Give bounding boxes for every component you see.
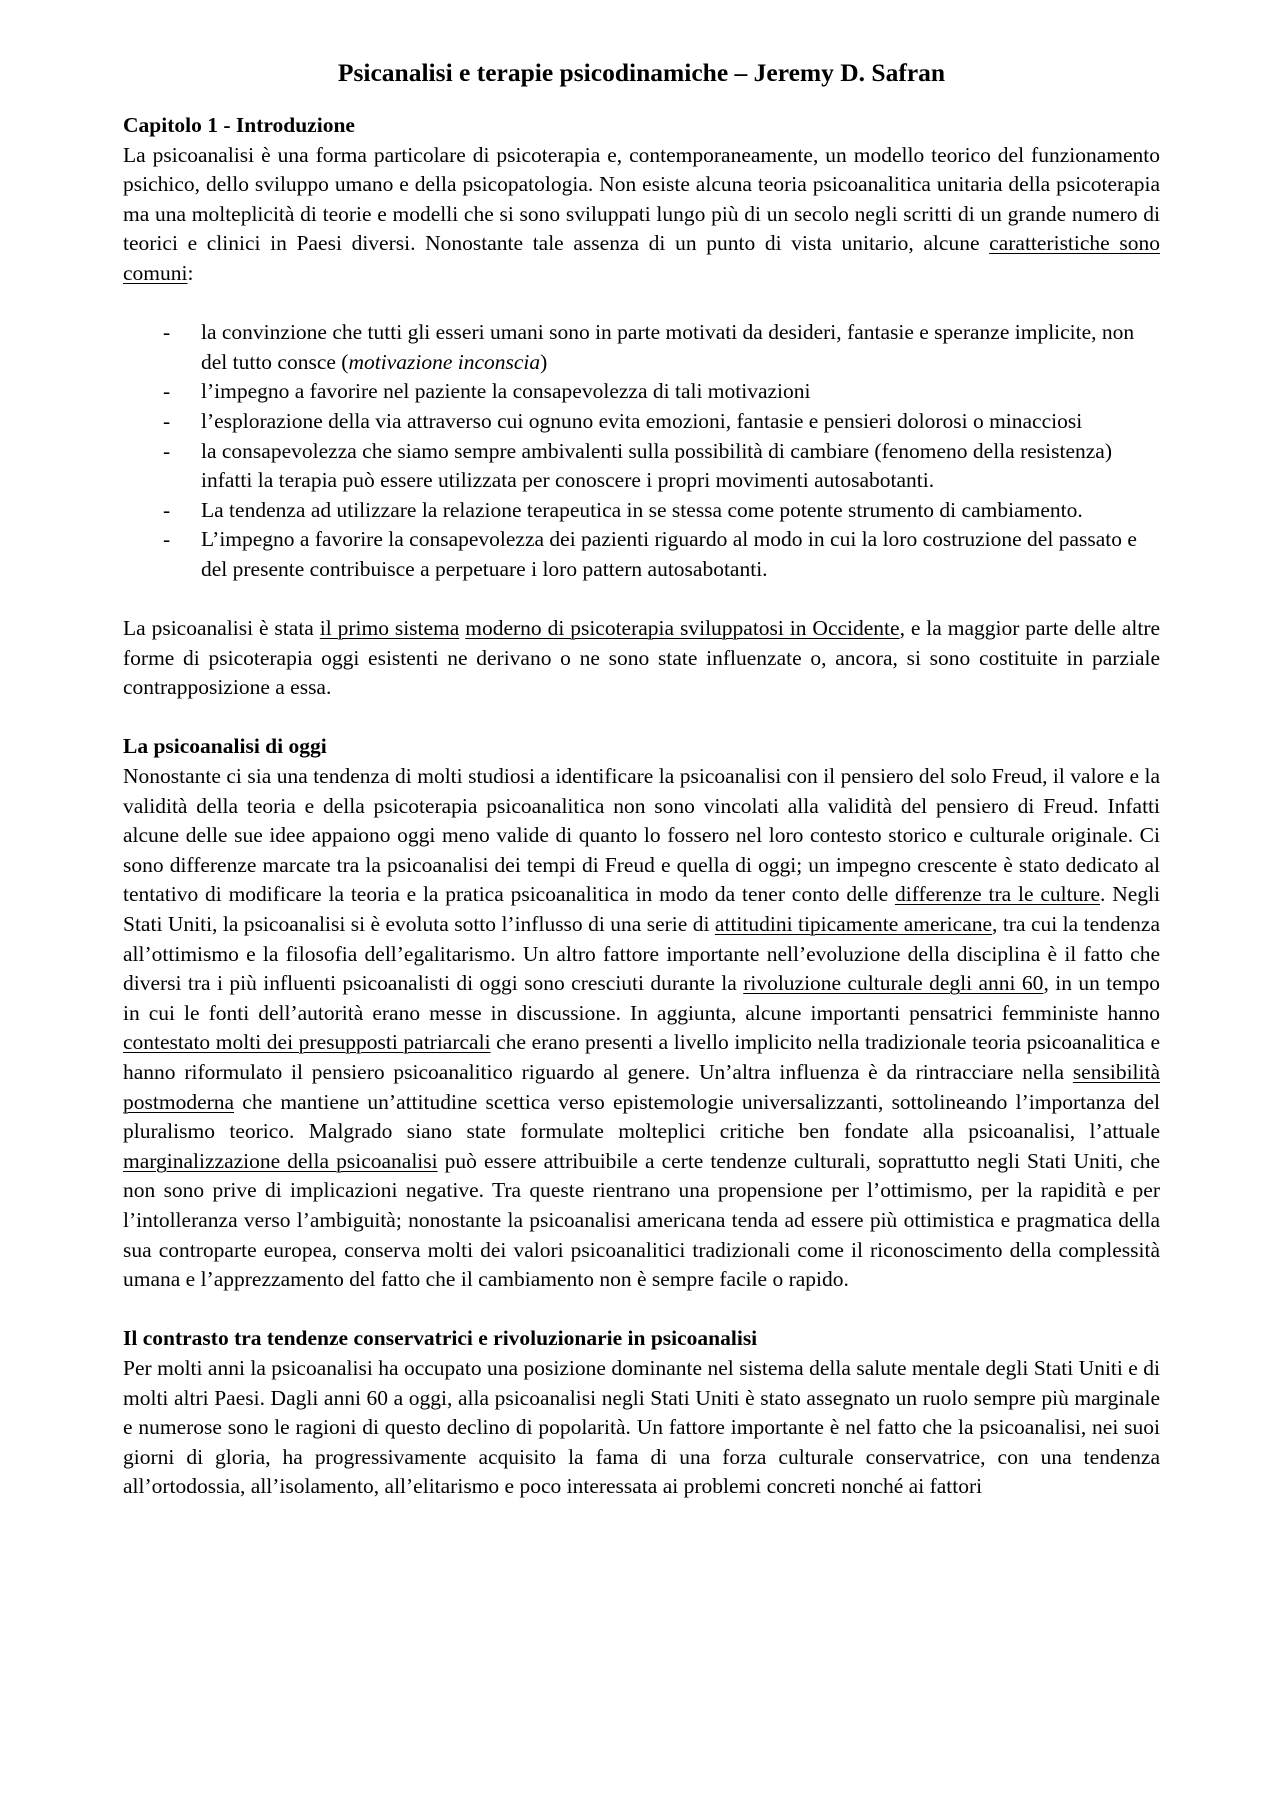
- underlined-phrase: sensibilità postmoderna: [123, 1060, 1160, 1114]
- bullet-dash: -: [163, 438, 171, 463]
- text-segment: L’impegno a favorire la consapevolezza dei pazienti riguardo al modo in cui la loro costruzione del passato e del presente contribuisce a perpetuare i loro pattern autosabotanti.: [201, 527, 1137, 581]
- text-segment: Nonostante ci sia una tendenza di molti studiosi a identificare la psicoanalisi con il pensiero del solo Freud, il valore e la validità della teoria e della psicoterapia psicoanalitica non sono vincolati alla validità del pensiero di Freud. Infatti alcune delle sue idee appaiono oggi meno valide di quanto lo fossero nel loro contesto storico e culturale originale. Ci sono differenze marcate tra la psicoanalisi dei tempi di Freud e quella di oggi; un impegno crescente è stato dedicato al tentativo di modificare la teoria e la pratica psicoanalitica in modo da tener conto delle: [123, 764, 1160, 907]
- text-segment: può essere attribuibile a certe tendenze culturali, soprattutto negli Stati Uniti, che non sono prive di implicazioni negative. Tra queste rientrano una propensione per l’ottimismo, per la rapidità e per l’intolleranza verso l’ambiguità; nonostante la psicoanalisi americana tenda ad essere più ottimistica e pragmatica della sua controparte europea, conserva molti dei valori psicoanalitici tradizionali come il riconoscimento della complessità umana e l’apprezzamento del fatto che il cambiamento non è sempre facile o rapido.: [123, 1148, 1160, 1292]
- list-item: [123, 407, 1160, 437]
- bullet-dash: -: [163, 320, 171, 345]
- underlined-phrase: attitudini tipicamente americane: [714, 912, 993, 937]
- characteristics-list: [123, 318, 1160, 584]
- list-item: [123, 377, 1160, 407]
- chapter-heading: Capitolo 1 - Introduzione: [123, 113, 355, 137]
- text-segment: l’impegno a favorire nel paziente la consapevolezza di tali motivazioni: [201, 379, 811, 404]
- intro-paragraph: [123, 141, 1160, 289]
- text-segment: l’esplorazione della via attraverso cui ognuno evita emozioni, fantasie e pensieri dolorosi o minacciosi: [201, 408, 1083, 433]
- bullet-dash: -: [163, 408, 171, 433]
- document-title: Psicanalisi e terapie psicodinamiche – Jeremy D. Safran: [337, 58, 946, 87]
- list-item: [123, 437, 1160, 496]
- underlined-phrase: marginalizzazione della psicoanalisi: [123, 1148, 438, 1173]
- section-heading-oggi: La psicoanalisi di oggi: [123, 734, 327, 759]
- closing-paragraph: [123, 614, 1160, 703]
- underlined-phrase: il primo sistema: [319, 616, 460, 641]
- italic-term: motivazione inconscia: [348, 349, 541, 374]
- text-segment: Per molti anni la psicoanalisi ha occupato una posizione dominante nel sistema della salute mentale degli Stati Uniti e di molti altri Paesi. Dagli anni 60 a oggi, alla psicoanalisi negli Stati Uniti è stato assegnato un ruolo sempre più marginale e numerose sono le ragioni di questo declino di popolarità. Un fattore importante è nel fatto che la psicoanalisi, nei suoi giorni di gloria, ha progressivamente acquisito la fama di una forza culturale conservatrice, con una tendenza all’ortodossia, all’isolamento, all’elitarismo e poco interessata ai problemi concreti nonché ai fattori: [123, 1355, 1160, 1499]
- underlined-phrase: differenze tra le culture: [894, 882, 1101, 907]
- underlined-phrase: contestato molti dei presupposti patriarcali: [123, 1030, 491, 1055]
- text-segment: , in un tempo in cui le fonti dell’autorità erano messe in discussione. In aggiunta, alcune importanti pensatrici femministe hanno: [123, 971, 1160, 1025]
- text-segment: La tendenza ad utilizzare la relazione terapeutica in se stessa come potente strumento di cambiamento.: [201, 497, 1083, 522]
- text-segment: la consapevolezza che siamo sempre ambivalenti sulla possibilità di cambiare (fenomeno della resistenza) infatti la terapia può essere utilizzata per conoscere i propri movimenti autosabotanti.: [201, 438, 1113, 493]
- text-segment: :: [187, 260, 194, 285]
- text-segment: La psicoanalisi è una forma particolare di psicoterapia e, contemporaneamente, un modello teorico del funzionamento psichico, dello sviluppo umano e della psicopatologia. Non esiste alcuna teoria psicoanalitica unitaria della psicoterapia ma una molteplicità di teorie e modelli che si sono sviluppati lungo più di un secolo negli scritti di un grande numero di teorici e clinici in Paesi diversi. Nonostante tale assenza di un punto di vista unitario, alcune: [123, 142, 1160, 256]
- underlined-phrase: rivoluzione culturale degli anni 60: [743, 971, 1044, 996]
- section-body-oggi: [123, 762, 1160, 1295]
- text-segment: che mantiene un’attitudine scettica verso epistemologie universalizzanti, sottolineando l’importanza del pluralismo teorico. Malgrado siano state formulate molteplici critiche ben fondate alla psicoanalisi, l’attuale: [123, 1089, 1160, 1144]
- text-segment: che erano presenti a livello implicito nella tradizionale teoria psicoanalitica e hanno riformulato il pensiero psicoanalitico riguardo al genere. Un’altra influenza è da rintracciare nella: [123, 1030, 1160, 1084]
- list-item: [123, 496, 1160, 526]
- text-segment: la convinzione che tutti gli esseri umani sono in parte motivati da desideri, fantasie e speranze implicite, non del tutto consce (: [201, 320, 1135, 374]
- text-segment: . Negli Stati Uniti, la psicoanalisi si è evoluta sotto l’influsso di una serie di: [123, 882, 1160, 937]
- text-segment: ): [540, 349, 548, 374]
- text-segment: La psicoanalisi è stata: [123, 616, 320, 641]
- text-segment: , e la maggior parte delle altre forme di psicoterapia oggi esistenti ne derivano o ne sono state influenzate o, ancora, si sono costituite in parziale contrapposizione a essa.: [123, 616, 1161, 700]
- bullet-dash: -: [163, 497, 171, 522]
- underlined-phrase: caratteristiche sono comuni: [123, 231, 1160, 285]
- list-item: [123, 318, 1160, 377]
- bullet-dash: -: [163, 379, 171, 404]
- list-item: [123, 525, 1160, 584]
- underlined-phrase: moderno di psicoterapia sviluppatosi in Occidente: [465, 616, 900, 641]
- text-segment: , tra cui la tendenza all’ottimismo e la filosofia dell’egalitarismo. Un altro fattore importante nell’evoluzione della disciplina è il fatto che diversi tra i più influenti psicoanalisti di oggi sono cresciuti durante la: [123, 912, 1160, 996]
- section-body-contrasto: [123, 1354, 1160, 1502]
- section-heading-contrasto: Il contrasto tra tendenze conservatrici e rivoluzionarie in psicoanalisi: [123, 1326, 758, 1351]
- bullet-dash: -: [163, 527, 171, 552]
